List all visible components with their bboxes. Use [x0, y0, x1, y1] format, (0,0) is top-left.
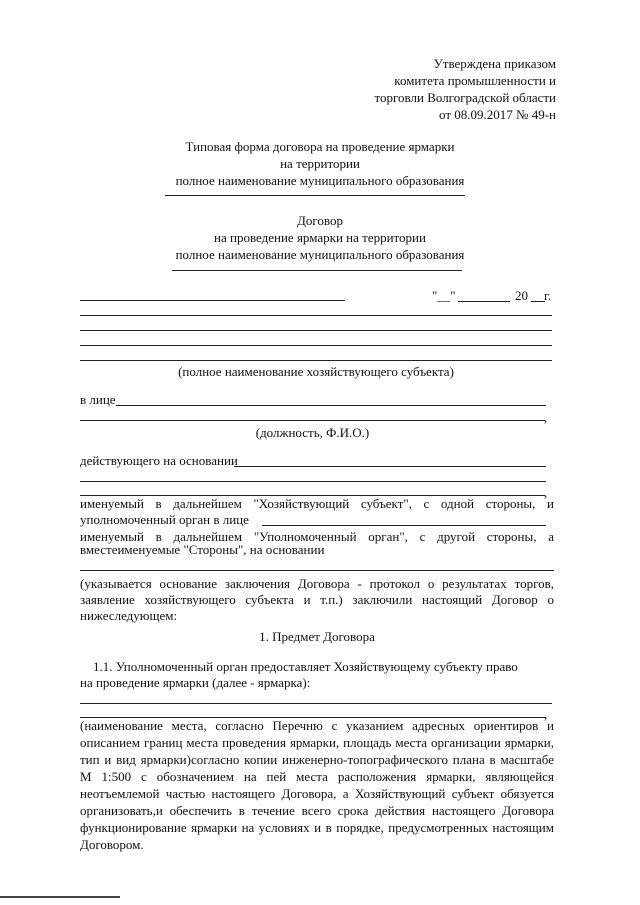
entity-caption: (полное наименование хозяйствующего субъекта) — [178, 364, 454, 379]
together-blank-line[interactable] — [80, 570, 554, 571]
position-caption: (должность, Ф.И.О.) — [255, 425, 370, 440]
date-quote-blank: "__" — [432, 288, 456, 303]
section1-clause-line-1: 1.1. Уполномоченный орган предоставляет Хозяйствующему субъекту право — [93, 659, 518, 674]
place-description-comma: , — [544, 707, 548, 722]
date-year-blank[interactable] — [531, 301, 545, 302]
acting-basis-label: действующего на основании — [80, 453, 238, 468]
contract-title-blank-line[interactable] — [172, 270, 462, 271]
approval-line-2: комитета промышленности и — [394, 73, 556, 88]
authorized-body-label: уполномоченный орган в лице — [80, 512, 249, 527]
form-title-line-1: Типовая форма договора на проведение ярмарки — [185, 139, 455, 154]
form-title-line-2: на территории — [280, 156, 360, 171]
place-description-blank-line[interactable] — [80, 703, 552, 704]
scan-edge-line — [0, 896, 120, 898]
in-person-comma: , — [544, 410, 548, 425]
in-person-blank-line-2[interactable] — [80, 420, 545, 421]
approval-line-4: от 08.09.2017 № 49-н — [439, 107, 556, 122]
contract-title-line-3: полное наименование муниципального образования — [175, 247, 465, 262]
form-title — [140, 138, 500, 189]
section1-clause-line-2: на проведение ярмарки (далее - ярмарка): — [80, 675, 311, 690]
form-title-line-3: полное наименование муниципального образования — [175, 173, 465, 188]
contract-title — [140, 212, 500, 263]
approval-block — [300, 55, 556, 123]
entity-blank-line-3[interactable] — [80, 345, 552, 346]
date-year-prefix: 20 — [515, 288, 528, 303]
contract-title-line-2: на проведение ярмарки на территории — [214, 230, 426, 245]
in-person-blank-line[interactable] — [116, 405, 546, 406]
form-title-blank-line[interactable] — [165, 195, 465, 196]
place-blank-line[interactable] — [80, 300, 345, 301]
acting-basis-blank-line-2[interactable] — [80, 481, 546, 482]
entity-blank-line-1[interactable] — [80, 315, 552, 316]
authorized-body-blank-line[interactable] — [262, 525, 546, 526]
date-year-suffix: г. — [544, 288, 552, 303]
approval-line-1: Утверждена приказом — [433, 56, 556, 71]
named-entity-text: именуемый в дальнейшем "Хозяйствующий субъект", с одной стороны, и — [80, 496, 554, 511]
named-body-text: именуемый в дальнейшем "Уполномоченный орган", с другой стороны, а — [80, 529, 554, 544]
entity-blank-line-4[interactable] — [80, 360, 552, 361]
together-text: вместеименуемые "Стороны", на основании — [80, 542, 325, 557]
approval-line-3: торговли Волгоградской области — [374, 90, 556, 105]
in-person-label: в лице — [80, 392, 116, 407]
section1-heading: 1. Предмет Договора — [259, 629, 375, 644]
date-month-blank[interactable] — [458, 301, 510, 302]
contract-title-line-1: Договор — [297, 213, 343, 228]
acting-basis-comma: , — [544, 485, 548, 500]
acting-basis-blank-line[interactable] — [234, 466, 546, 467]
entity-blank-line-2[interactable] — [80, 330, 552, 331]
section1-paragraph: (наименование места, согласно Перечню с указанием адресных ориентиров и описанием границ места проведения ярмарки, площадь места организации ярмарки, тип и вид ярмарки)согласно копии инженерно-топографического плана в масштабе М 1:500 с обозначением на пей места расположения ярмарки, являющейся неотъемлемой частью настоящего Договора, а Хозяйствующий субъект обязуется организовать,и обеспечить в течение всего срока действия настоящего Договора функционирование ярмарки на условиях и в порядке, предусмотренных настоящим Договором. — [80, 718, 554, 852]
basis-note: (указывается основание заключения Договора - протокол о результатах торгов, заявление хозяйствующего субъекта и т.п.) заключили настоящий Договор о нижеследующем: — [80, 576, 554, 623]
